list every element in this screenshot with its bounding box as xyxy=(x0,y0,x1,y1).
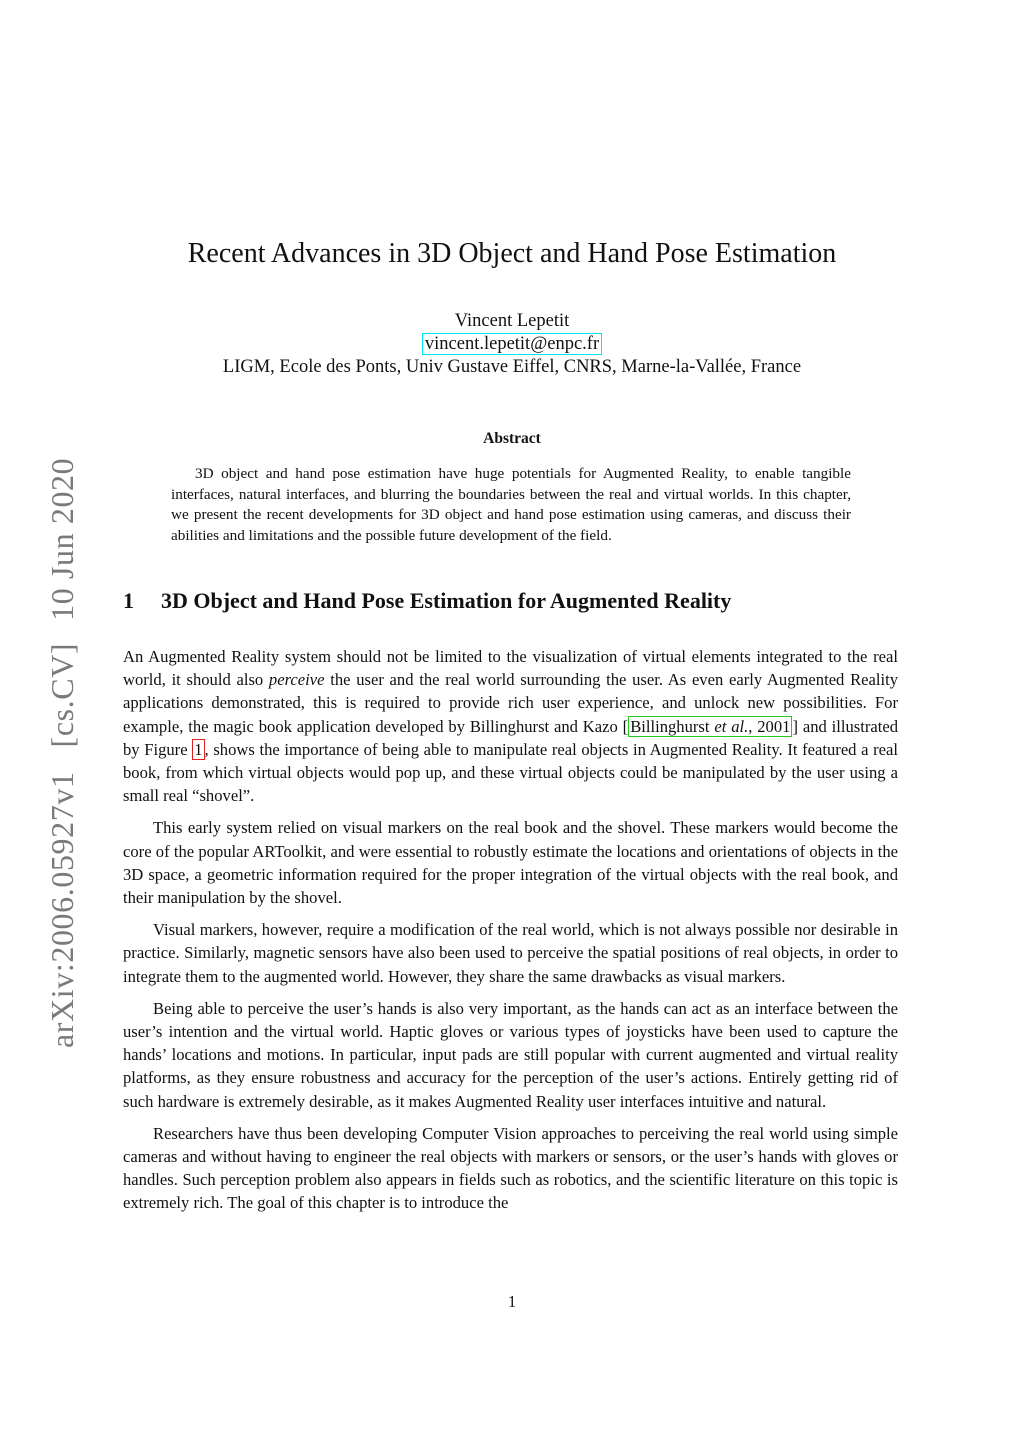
section-number: 1 xyxy=(123,588,134,613)
paragraph-5: Researchers have thus been developing Computer Vision approaches to perceiving the real world using simple cameras and without having to engineer the real objects with markers or sensors, or the user’s hands with gloves or handles. Such perception problem also appears in fields such as robotics, and the scientific literature on this topic is extremely rich. The goal of this chapter is to introduce the xyxy=(123,1123,898,1213)
paragraph-1: An Augmented Reality system should not be limited to the visualization of virtual elements integrated to the real world, it should also perceive the user and the real world surrounding the user. As even early Augmented Reality applications demonstrated, this is required to provide rich user experience, and unlock new possibilities. For example, the magic book application developed by Billinghurst and Kazo [ Billinghurst et al., 2001 ] and illustrated by Figure 1 , shows the importance of being able to manipulate real objects in Augmented Reality. It featured a real book, from which virtual objects would pop up, and these virtual objects could be manipulated by the user using a small real “shovel”. xyxy=(123,647,899,806)
author-affiliation: LIGM, Ecole des Ponts, Univ Gustave Eiffel, CNRS, Marne-la-Vallée, France xyxy=(222,357,802,377)
paper-title: Recent Advances in 3D Object and Hand Pose Estimation xyxy=(187,238,837,269)
citation-link[interactable]: Billinghurst et al., 2001 xyxy=(630,716,791,736)
section-heading xyxy=(123,588,731,614)
paragraph-2: This early system relied on visual markers on the real book and the shovel. These markers would become the core of the popular ARToolkit, and were essential to robustly estimate the locations and orientations of objects in the 3D space, a geometric information required for the proper integration of the virtual objects with the real book, and their manipulation by the shovel. xyxy=(123,818,898,908)
abstract-text: 3D object and hand pose estimation have huge potentials for Augmented Reality, to enable tangible interfaces, natural interfaces, and blurring the boundaries between the real and virtual worlds. In this chapter, we present the recent developments for 3D object and hand pose estimation using cameras, and discuss their abilities and limitations and the possible future development of the field. xyxy=(171,465,851,544)
arxiv-id: arXiv:2006.05927v1 xyxy=(44,771,80,1048)
author-email-link[interactable]: vincent.lepetit@enpc.fr xyxy=(422,333,602,355)
author-block xyxy=(0,310,1024,379)
paragraph-3: Visual markers, however, require a modification of the real world, which is not always possible nor desirable in practice. Similarly, magnetic sensors have also been used to perceive the spatial positions of real objects, in order to integrate them to the augmented world. However, they share the same drawbacks as visual markers. xyxy=(123,920,898,986)
paragraph-4: Being able to perceive the user’s hands is also very important, as the hands can act as an interface between the user’s intention and the virtual world. Haptic gloves or various types of joysticks have been used to capture the hands’ locations and motions. In particular, input pads are still popular with current augmented and virtual reality platforms, as they ensure robustness and accuracy for the perception of the user’s actions. Entirely getting rid of such hardware is extremely desirable, as it makes Augmented Reality user interfaces intuitive and natural. xyxy=(123,998,898,1111)
section-title: 3D Object and Hand Pose Estimation for Augmented Reality xyxy=(161,588,732,613)
arxiv-date: 10 Jun 2020 xyxy=(44,457,80,621)
page-number: 1 xyxy=(507,1292,517,1311)
figure-ref-link[interactable]: 1 xyxy=(194,739,203,759)
section-body xyxy=(123,645,898,1224)
arxiv-stamp xyxy=(44,458,81,1048)
emphasis-perceive: perceive xyxy=(268,670,325,690)
abstract-heading: Abstract xyxy=(483,430,541,447)
arxiv-category: [cs.CV] xyxy=(44,642,80,748)
author-name: Vincent Lepetit xyxy=(454,311,570,331)
